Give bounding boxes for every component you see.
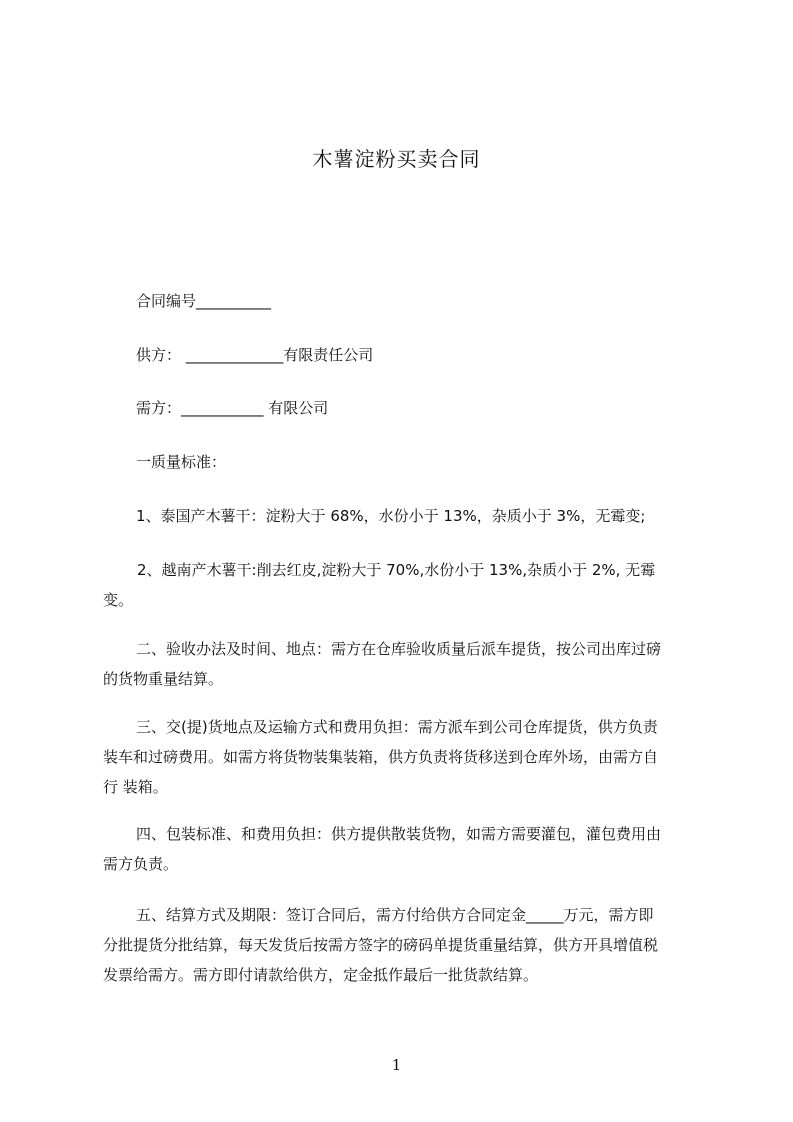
section-5-line-3: 发票给需方。需方即付请款给供方，定金抵作最后一批货款结算。 [103, 966, 539, 984]
section-4-paragraph [103, 819, 703, 879]
section-2-paragraph [103, 634, 703, 694]
quality-item-2-line-1: 2、越南产木薯干:削去红皮,淀粉大于 70%,水份小于 13%,杂质小于 2%, 无霉 [137, 561, 656, 579]
quality-item-2-line-2: 变。 [103, 591, 134, 609]
buyer-line: 需方：___________ 有限公司 [136, 399, 329, 417]
section-5-line-2: 分批提货分批结算，每天发货后按需方签字的磅码单提货重量结算，供方开具增值税 [103, 936, 659, 954]
section-3-line-2: 装车和过磅费用。如需方将货物装集装箱，供方负责将货移送到仓库外场，由需方自 [103, 748, 659, 766]
document-title: 木薯淀粉买卖合同 [312, 147, 481, 171]
section-3-paragraph [103, 712, 703, 802]
quality-item-1: 1、泰国产木薯干：淀粉大于 68%，水份小于 13%，杂质小于 3%，无霉变; [136, 507, 646, 525]
section-3-line-3: 行 装箱。 [103, 778, 168, 796]
section-2-line-1: 二、验收办法及时间、地点：需方在仓库验收质量后派车提货，按公司出库过磅 [136, 640, 662, 658]
section-3-line-1: 三、交(提)货地点及运输方式和费用负担：需方派车到公司仓库提货，供方负责 [136, 718, 658, 736]
contract-number-line: 合同编号__________ [136, 292, 272, 310]
section-4-line-1: 四、包装标准、和费用负担：供方提供散装货物，如需方需要灌包，灌包费用由 [136, 825, 662, 843]
page-number: 1 [391, 1056, 402, 1074]
section-4-line-2: 需方负责。 [103, 855, 179, 873]
quality-heading: 一质量标准： [136, 453, 227, 471]
quality-item-2 [103, 555, 703, 615]
section-5-line-1: 五、结算方式及期限：签订合同后，需方付给供方合同定金_____万元，需方即 [136, 906, 654, 924]
section-5-paragraph [103, 900, 703, 990]
section-2-line-2: 的货物重量结算。 [103, 670, 224, 688]
supplier-line: 供方： _____________有限责任公司 [136, 346, 374, 364]
